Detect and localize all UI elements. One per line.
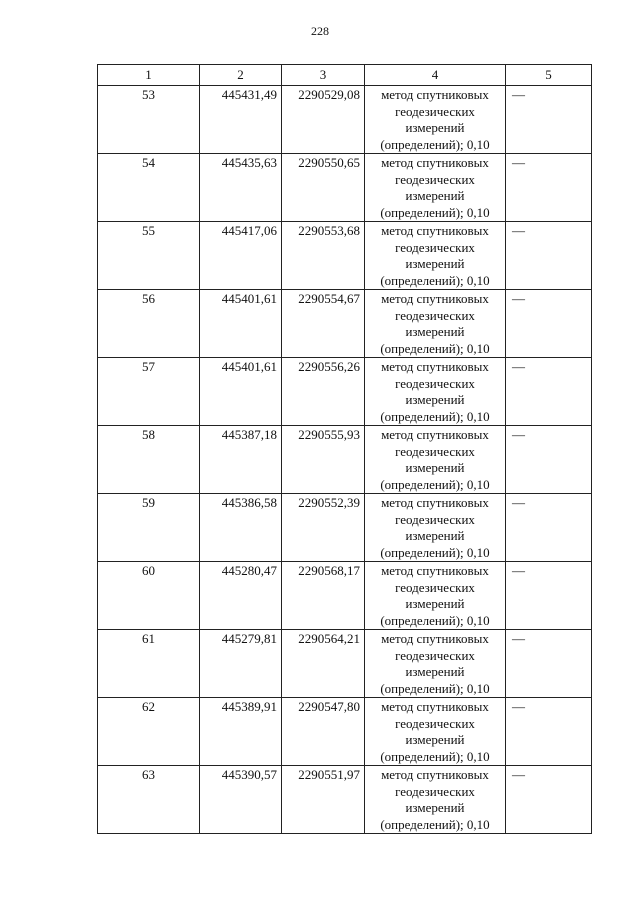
method-text-line: метод спутниковых xyxy=(381,87,489,102)
method-text-line: (определений); 0,10 xyxy=(380,544,490,560)
x-coordinate-cell: 445389,91 xyxy=(200,698,282,766)
method-cell xyxy=(365,766,506,834)
method-cell xyxy=(365,222,506,290)
method-cell xyxy=(365,154,506,222)
point-number-cell: 53 xyxy=(98,86,200,154)
method-text-line: геодезических xyxy=(395,715,475,731)
y-coordinate-cell: 2290552,39 xyxy=(282,494,365,562)
method-text-line: (определений); 0,10 xyxy=(380,204,490,220)
y-coordinate-cell: 2290556,26 xyxy=(282,358,365,426)
x-coordinate-cell: 445387,18 xyxy=(200,426,282,494)
method-text-line: (определений); 0,10 xyxy=(380,476,490,492)
note-cell: — xyxy=(506,562,592,630)
point-number-cell: 62 xyxy=(98,698,200,766)
method-text-line: геодезических xyxy=(395,103,475,119)
method-text-line: геодезических xyxy=(395,579,475,595)
method-text-line: измерений xyxy=(405,188,465,203)
note-cell: — xyxy=(506,426,592,494)
method-text-line: метод спутниковых xyxy=(381,563,489,578)
table-row xyxy=(98,290,592,358)
point-number-cell: 55 xyxy=(98,222,200,290)
x-coordinate-cell: 445279,81 xyxy=(200,630,282,698)
method-text-line: измерений xyxy=(405,256,465,271)
y-coordinate-cell: 2290553,68 xyxy=(282,222,365,290)
method-cell xyxy=(365,630,506,698)
method-text-line: метод спутниковых xyxy=(381,699,489,714)
table-header-row xyxy=(98,65,592,86)
method-text-line: (определений); 0,10 xyxy=(380,612,490,628)
y-coordinate-cell: 2290568,17 xyxy=(282,562,365,630)
method-text-line: измерений xyxy=(405,664,465,679)
point-number-cell: 59 xyxy=(98,494,200,562)
method-text-line: измерений xyxy=(405,528,465,543)
x-coordinate-cell: 445431,49 xyxy=(200,86,282,154)
x-coordinate-cell: 445390,57 xyxy=(200,766,282,834)
point-number-cell: 57 xyxy=(98,358,200,426)
method-text-line: геодезических xyxy=(395,511,475,527)
method-text-line: метод спутниковых xyxy=(381,631,489,646)
method-text-line: измерений xyxy=(405,596,465,611)
note-cell: — xyxy=(506,494,592,562)
x-coordinate-cell: 445386,58 xyxy=(200,494,282,562)
note-cell: — xyxy=(506,154,592,222)
point-number-cell: 56 xyxy=(98,290,200,358)
x-coordinate-cell: 445401,61 xyxy=(200,358,282,426)
method-text-line: измерений xyxy=(405,460,465,475)
note-cell: — xyxy=(506,222,592,290)
table-row xyxy=(98,222,592,290)
method-cell xyxy=(365,86,506,154)
table-row xyxy=(98,698,592,766)
point-number-cell: 54 xyxy=(98,154,200,222)
method-cell xyxy=(365,494,506,562)
point-number-cell: 63 xyxy=(98,766,200,834)
method-cell xyxy=(365,358,506,426)
method-text-line: метод спутниковых xyxy=(381,359,489,374)
method-text-line: геодезических xyxy=(395,783,475,799)
y-coordinate-cell: 2290551,97 xyxy=(282,766,365,834)
y-coordinate-cell: 2290564,21 xyxy=(282,630,365,698)
method-text-line: измерений xyxy=(405,324,465,339)
method-text-line: (определений); 0,10 xyxy=(380,136,490,152)
method-text-line: метод спутниковых xyxy=(381,155,489,170)
table-row xyxy=(98,562,592,630)
method-cell xyxy=(365,290,506,358)
method-text-line: метод спутниковых xyxy=(381,495,489,510)
method-text-line: измерений xyxy=(405,732,465,747)
y-coordinate-cell: 2290529,08 xyxy=(282,86,365,154)
table-row xyxy=(98,154,592,222)
header-col-2: 2 xyxy=(200,65,282,86)
note-cell: — xyxy=(506,698,592,766)
method-text-line: геодезических xyxy=(395,443,475,459)
y-coordinate-cell: 2290550,65 xyxy=(282,154,365,222)
method-text-line: измерений xyxy=(405,800,465,815)
table-row xyxy=(98,358,592,426)
method-text-line: геодезических xyxy=(395,647,475,663)
header-col-5: 5 xyxy=(506,65,592,86)
method-text-line: геодезических xyxy=(395,171,475,187)
method-text-line: (определений); 0,10 xyxy=(380,408,490,424)
y-coordinate-cell: 2290547,80 xyxy=(282,698,365,766)
header-col-4: 4 xyxy=(365,65,506,86)
method-text-line: (определений); 0,10 xyxy=(380,748,490,764)
y-coordinate-cell: 2290554,67 xyxy=(282,290,365,358)
table-row xyxy=(98,630,592,698)
table-body xyxy=(98,86,592,834)
note-cell: — xyxy=(506,630,592,698)
x-coordinate-cell: 445417,06 xyxy=(200,222,282,290)
method-text-line: метод спутниковых xyxy=(381,223,489,238)
method-cell xyxy=(365,426,506,494)
x-coordinate-cell: 445401,61 xyxy=(200,290,282,358)
x-coordinate-cell: 445435,63 xyxy=(200,154,282,222)
header-col-3: 3 xyxy=(282,65,365,86)
x-coordinate-cell: 445280,47 xyxy=(200,562,282,630)
y-coordinate-cell: 2290555,93 xyxy=(282,426,365,494)
point-number-cell: 61 xyxy=(98,630,200,698)
coordinates-table xyxy=(97,64,592,834)
method-text-line: измерений xyxy=(405,120,465,135)
note-cell: — xyxy=(506,290,592,358)
method-text-line: (определений); 0,10 xyxy=(380,816,490,832)
table-row xyxy=(98,426,592,494)
method-text-line: метод спутниковых xyxy=(381,427,489,442)
header-col-1: 1 xyxy=(98,65,200,86)
point-number-cell: 60 xyxy=(98,562,200,630)
page-number: 228 xyxy=(311,24,329,38)
method-text-line: (определений); 0,10 xyxy=(380,680,490,696)
table-row xyxy=(98,494,592,562)
table-row xyxy=(98,86,592,154)
method-text-line: метод спутниковых xyxy=(381,291,489,306)
method-cell xyxy=(365,698,506,766)
method-text-line: геодезических xyxy=(395,239,475,255)
method-text-line: (определений); 0,10 xyxy=(380,272,490,288)
note-cell: — xyxy=(506,766,592,834)
point-number-cell: 58 xyxy=(98,426,200,494)
method-text-line: метод спутниковых xyxy=(381,767,489,782)
table-row xyxy=(98,766,592,834)
method-text-line: измерений xyxy=(405,392,465,407)
note-cell: — xyxy=(506,358,592,426)
method-text-line: геодезических xyxy=(395,307,475,323)
method-text-line: геодезических xyxy=(395,375,475,391)
method-text-line: (определений); 0,10 xyxy=(380,340,490,356)
note-cell: — xyxy=(506,86,592,154)
method-cell xyxy=(365,562,506,630)
